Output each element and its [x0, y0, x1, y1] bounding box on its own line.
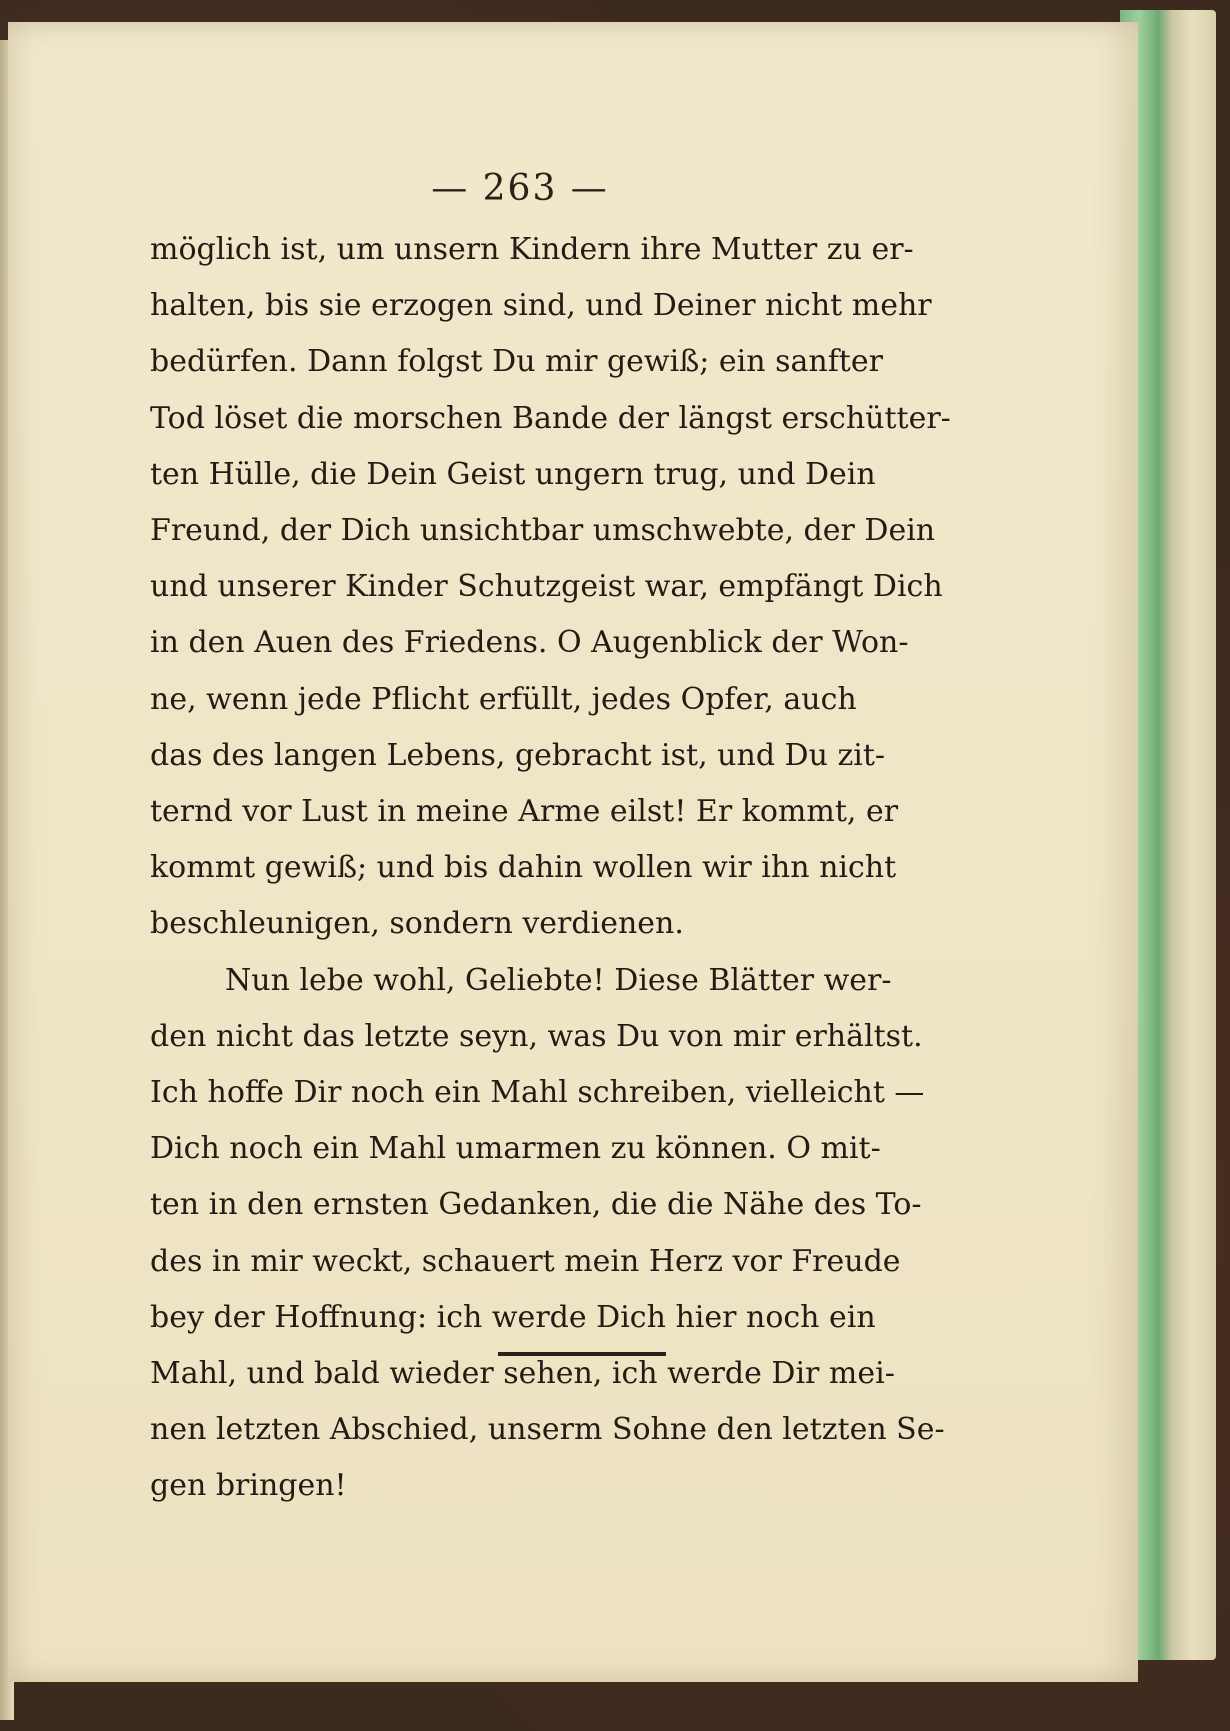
page-number: — 263 — [431, 168, 609, 209]
text-line: und unserer Kinder Schutzgeist war, empfängt Dich [150, 569, 943, 605]
text-line: Tod löset die morschen Bande der längst erschütter- [150, 400, 951, 436]
text-line: das des langen Lebens, gebracht ist, und Du zit- [150, 737, 886, 773]
body-text [150, 222, 951, 1515]
text-line: in den Auen des Friedens. O Augenblick der Won- [150, 625, 909, 661]
text-line: ne, wenn jede Pflicht erfüllt, jedes Opfer, auch [150, 681, 857, 717]
text-line: gen bringen! [150, 1468, 347, 1504]
text-line: kommt gewiß; und bis dahin wollen wir ihn nicht [150, 850, 897, 886]
text-line: nen letzten Abschied, unserm Sohne den letzten Se- [150, 1412, 945, 1448]
text-line: bey der Hoffnung: ich werde Dich hier noch ein [150, 1299, 876, 1335]
text-line: den nicht das letzte seyn, was Du von mir erhältst. [150, 1018, 923, 1054]
text-line: des in mir weckt, schauert mein Herz vor Freude [150, 1243, 901, 1279]
text-line: bedürfen. Dann folgst Du mir gewiß; ein sanfter [150, 344, 883, 380]
text-line: Mahl, und bald wieder sehen, ich werde Dir mei- [150, 1356, 895, 1392]
text-line: ten Hülle, die Dein Geist ungern trug, und Dein [150, 456, 876, 492]
closing-rule [498, 1352, 666, 1356]
text-line: halten, bis sie erzogen sind, und Deiner nicht mehr [150, 288, 932, 324]
text-line: ternd vor Lust in meine Arme eilst! Er kommt, er [150, 794, 899, 830]
text-line: ten in den ernsten Gedanken, die die Nähe des To- [150, 1187, 922, 1223]
text-line: Freund, der Dich unsichtbar umschwebte, der Dein [150, 513, 936, 549]
text-line: beschleunigen, sondern verdienen. [150, 906, 684, 942]
text-line: Dich noch ein Mahl umarmen zu können. O mit- [150, 1131, 881, 1167]
text-line: möglich ist, um unsern Kindern ihre Mutter zu er- [150, 232, 914, 267]
text-line-paragraph-start: Nun lebe wohl, Geliebte! Diese Blätter wer- [225, 962, 892, 998]
text-line: Ich hoffe Dir noch ein Mahl schreiben, vielleicht — [150, 1075, 925, 1111]
